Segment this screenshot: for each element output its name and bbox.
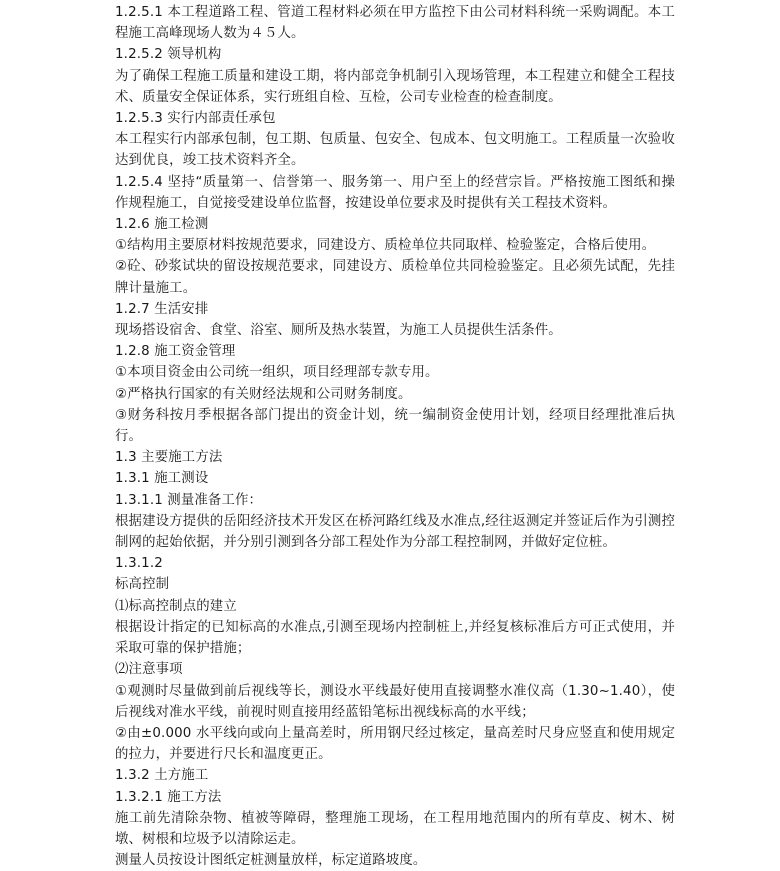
list-item-funds-3: ③财务科按月季根据各部门提出的资金计划，统一编制资金使用计划，经项目经理批准后执行。 [115,407,675,445]
heading-1-2-6: 1.2.6 施工检测 [115,217,209,233]
heading-1-3-2: 1.3.2 土方施工 [115,768,209,784]
list-item-inspection-2: ②砼、砂浆试块的留设按规范要求，同建设方、质检单位共同检验鉴定。且必须先试配，先挂牌计量施工。 [115,259,675,296]
list-item-inspection-1: ①结构用主要原材料按规范要求，同建设方、质检单位共同取样、检验鉴定，合格后使用。 [115,238,656,254]
heading-1-2-7: 1.2.7 生活安排 [115,301,209,317]
paragraph-leadership: 为了确保工程施工质量和建设工期，将内部竞争机制引入现场管理，本工程建立和健全工程技术、质量安全保证体系，实行班组自检、互检，公司专业检查的检查制度。 [115,68,675,105]
heading-1-3-1: 1.3.1 施工测设 [115,471,209,487]
paragraph-living: 现场搭设宿舍、食堂、浴室、厕所及热水装置，为施工人员提供生活条件。 [115,323,562,339]
heading-1-2-8: 1.2.8 施工资金管理 [115,344,236,360]
heading-1-3-2-1: 1.3.2.1 施工方法 [115,789,222,805]
list-item-notes: ⑵注意事项 [115,662,183,678]
heading-1-2-5-2: 1.2.5.2 领导机构 [115,47,222,63]
heading-1-2-5-3: 1.2.5.3 实行内部责任承包 [115,111,276,127]
paragraph-1-2-5-4: 1.2.5.4 坚持“质量第一、信誉第一、服务第一、用户至上的经营宗旨。严格按施工图纸和操作规程施工，自觉接受建设单位监督，按建设单位要求及时提供有关工程技术资料。 [115,174,675,211]
list-item-funds-1: ①本项目资金由公司统一组织，项目经理部专款专用。 [115,365,439,381]
document-body [115,2,675,871]
heading-1-3: 1.3 主要施工方法 [115,450,223,466]
list-item-elevation-point: ⑴标高控制点的建立 [115,598,237,614]
paragraph-clearing: 施工前先清除杂物、植被等障碍，整理施工现场，在工程用地范围内的所有草皮、树木、树墩、树根和垃圾予以清除运走。 [115,810,675,847]
paragraph-contracting: 本工程实行内部承包制，包工期、包质量、包安全、包成本、包文明施工。工程质量一次验收达到优良，竣工技术资料齐全。 [115,132,675,169]
paragraph-staking: 测量人员按设计图纸定桩测量放样，标定道路坡度。 [115,853,427,869]
heading-elevation-control: 标高控制 [115,577,170,593]
heading-1-3-1-1: 1.3.1.1 测量准备工作： [115,492,263,508]
paragraph-survey: 根据建设方提供的岳阳经济技术开发区在桥河路红线及水准点,经往返测定并签证后作为引测控制网的起始依据，并分别引测到各分部工程处作为分部工程控制网，并做好定位桩。 [115,513,675,551]
list-item-notes-1: ①观测时尽量做到前后视线等长，测设水平线最好使用直接调整水准仪高（1.30~1.40），使后视线对准水平线，前视时则直接用经蓝铅笔标出视线标高的水平线； [115,683,675,720]
list-item-funds-2: ②严格执行国家的有关财经法规和公司财务制度。 [115,386,412,402]
list-item-notes-2: ②由±0.000 水平线向或向上量高差时，所用钢尺经过核定，量高差时尺身应竖直和使用规定的拉力，并要进行尺长和温度更正。 [115,725,675,763]
paragraph-1-2-5-1: 1.2.5.1 本工程道路工程、管道工程材料必须在甲方监控下由公司材料科统一采购调配。本工程施工高峰现场人数为４５人。 [115,5,675,42]
heading-1-3-1-2: 1.3.1.2 [115,556,163,572]
paragraph-elevation: 根据设计指定的已知标高的水准点,引测至现场内控制桩上,并经复核标准后方可正式使用，并采取可靠的保护措施； [115,619,675,657]
